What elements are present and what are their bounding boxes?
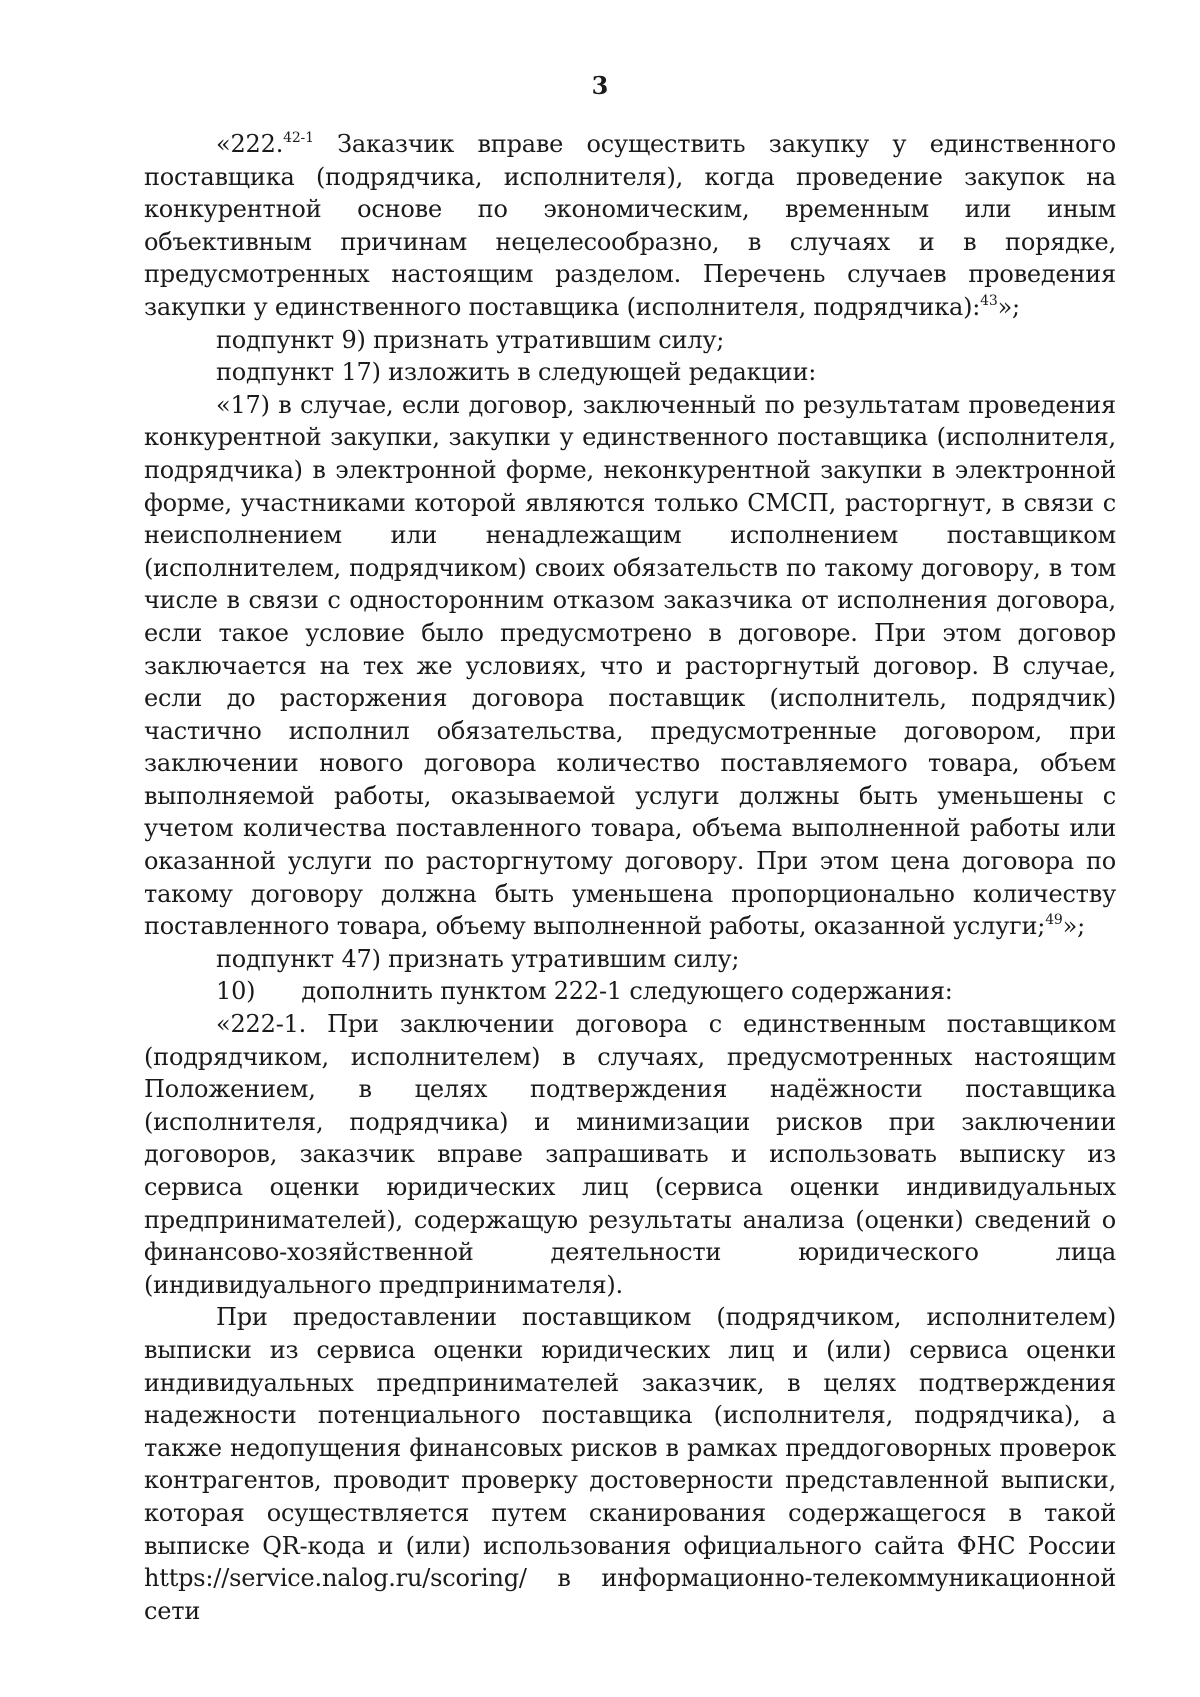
footnote-ref: 49 <box>1045 912 1063 929</box>
paragraph-text: «17) в случае, если договор, заключенный по результатам проведения конкурентной закупки, закупки у единственного поставщика (исполнителя, подрядчика) в электронной форме, неконкурентной закупки в электронной форме, участниками которой являются только СМСП, расторгнут, в связи с неисполнением или ненадлежащим исполнением поставщиком (исполнителем, подрядчиком) своих обязательств по такому договору, в том числе в связи с односторонним отказом заказчика от исполнения договора, если такое условие было предусмотрено в договоре. При этом договор заключается на тех же условиях, что и расторгнутый договор. В случае, если до расторжения договора поставщик (исполнитель, подрядчик) частично исполнил обязательства, предусмотренные договором, при заключении нового договора количество поставляемого товара, объем выполняемой работы, оказываемой услуги должны быть уменьшены с учетом количества поставленного товара, объема выполненной работы или оказанной услуги по расторгнутому договору. При этом цена договора по такому договору должна быть уменьшена пропорционально количеству поставленного товара, объему выполненной работы, оказанной услуги; <box>144 390 1116 941</box>
item-text: дополнить пунктом 222-1 следующего содержания: <box>301 977 953 1006</box>
item-number: 10) <box>216 977 256 1006</box>
paragraph-item-10 <box>144 975 1116 1008</box>
paragraph-open: «222. <box>216 130 284 158</box>
paragraph-subitem-47: подпункт 47) признать утратившим силу; <box>216 944 740 973</box>
paragraph-222-42-1 <box>144 128 1116 324</box>
paragraph-text: Заказчик вправе осуществить закупку у единственного поставщика (подрядчика, исполнителя), когда проведение закупок на конкурентной основе по экономическим, временным или иным объективным причинам нецелесообразно, в случаях и в порядке, предусмотренных настоящим разделом. Перечень случаев проведения закупки у единственного поставщика (исполнителя, подрядчика): <box>144 130 1116 321</box>
paragraph-close: »; <box>1062 912 1085 941</box>
footnote-ref: 42-1 <box>283 130 314 146</box>
footnote-ref: 43 <box>980 292 998 309</box>
paragraph-close: »; <box>997 292 1020 321</box>
paragraph-subitem-9: подпункт 9) признать утратившим силу; <box>216 325 725 354</box>
document-body <box>144 128 1116 1627</box>
page-number: 3 <box>591 71 609 100</box>
paragraph-subitem-17-intro: подпункт 17) изложить в следующей редакции: <box>216 358 817 387</box>
paragraph-supplier-statement: При предоставлении поставщиком (подрядчиком, исполнителем) выписки из сервиса оценки юридических лиц и (или) сервиса оценки индивидуальных предпринимателей заказчик, в целях подтверждения надежности потенциального поставщика (исполнителя, подрядчика), а также недопущения финансовых рисков в рамках преддоговорных проверок контрагентов, проводит проверку достоверности представленной выписки, которая осуществляется путем сканирования содержащегося в такой выписке QR-кода и (или) использования официального сайта ФНС России https://service.nalog.ru/scoring/ в информационно-телекоммуникационной сети <box>144 1303 1116 1625</box>
paragraph-222-1: «222-1. При заключении договора с единственным поставщиком (подрядчиком, исполнителем) в случаях, предусмотренных настоящим Положением, в целях подтверждения надёжности поставщика (исполнителя, подрядчика) и минимизации рисков при заключении договоров, заказчик вправе запрашивать и использовать выписку из сервиса оценки юридических лиц (сервиса оценки индивидуальных предпринимателей), содержащую результаты анализа (оценки) сведений о финансово-хозяйственной деятельности юридического лица (индивидуального предпринимателя). <box>144 1010 1116 1299</box>
paragraph-subitem-17 <box>144 389 1116 943</box>
